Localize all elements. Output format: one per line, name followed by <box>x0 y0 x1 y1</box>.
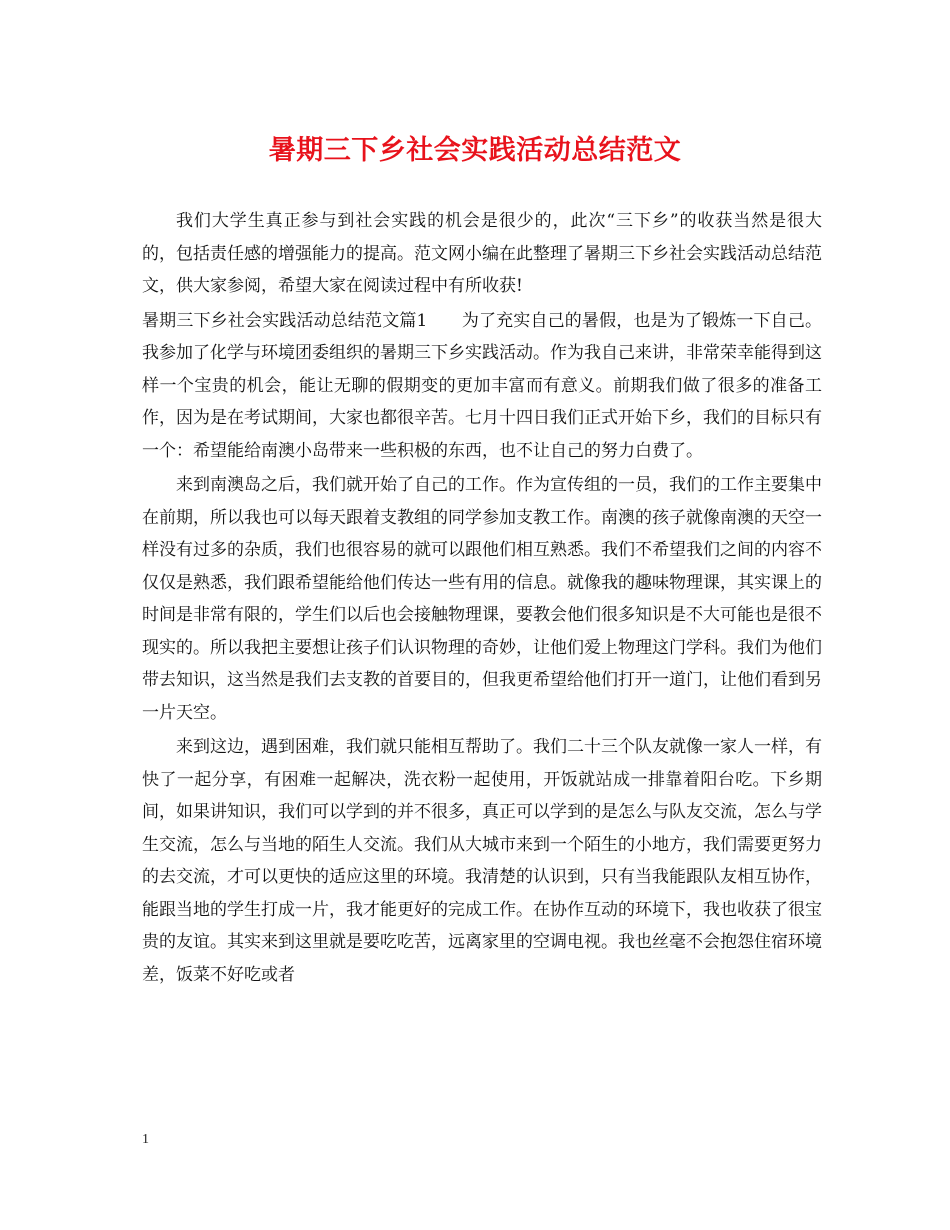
paragraph-nanao: 来到南澳岛之后，我们就开始了自己的工作。作为宣传组的一员，我们的工作主要集中在前期，所以我也可以每天跟着支教组的同学参加支教工作。南澳的孩子就像南澳的天空一样没有过多的杂质，我们也很容易的就可以跟他们相互熟悉。我们不希望我们之间的内容不仅仅是熟悉，我们跟希望能给他们传达一些有用的信息。就像我的趣味物理课，其实课上的时间是非常有限的，学生们以后也会接触物理课，要教会他们很多知识是不大可能也是很不现实的。所以我把主要想让孩子们认识物理的奇妙，让他们爱上物理这门学科。我们为他们带去知识，这当然是我们去支教的首要目的，但我更希望给他们打开一道门，让他们看到另一片天空。 <box>142 475 822 723</box>
paragraph-teamwork: 来到这边，遇到困难，我们就只能相互帮助了。我们二十三个队友就像一家人一样，有快了一起分享，有困难一起解决，洗衣粉一起使用，开饭就站成一排靠着阳台吃。下乡期间，如果讲知识，我们可以学到的并不很多，真正可以学到的是怎么与队友交流，怎么与学生交流，怎么与当地的陌生人交流。我们从大城市来到一个陌生的小地方，我们需要更努力的去交流，才可以更快的适应这里的环境。我清楚的认识到，只有当我能跟队友相互协作，能跟当地的学生打成一片，我才能更好的完成工作。在协作互动的环境下，我也收获了很宝贵的友谊。其实来到这里就是要吃吃苦，远离家里的空调电视。我也丝毫不会抱怨住宿环境差，饭菜不好吃或者 <box>142 737 822 985</box>
document-title: 暑期三下乡社会实践活动总结范文 <box>268 135 682 166</box>
page-number: 1 <box>142 1132 149 1147</box>
paragraph-intro: 我们大学生真正参与到社会实践的机会是很少的，此次“三下乡”的收获当然是很大的，包括责任感的增强能力的提高。范文网小编在此整理了暑期三下乡社会实践活动总结范文，供大家参阅，希望大家在阅读过程中有所收获! <box>142 211 822 296</box>
paragraph-section-1: 暑期三下乡社会实践活动总结范文篇1 为了充实自己的暑假，也是为了锻炼一下自己。我参加了化学与环境团委组织的暑期三下乡实践活动。作为我自己来讲，非常荣幸能得到这样一个宝贵的机会，能让无聊的假期变的更加丰富而有意义。前期我们做了很多的准备工作，因为是在考试期间，大家也都很辛苦。七月十四日我们正式开始下乡，我们的目标只有一个：希望能给南澳小岛带来一些积极的东西，也不让自己的努力白费了。 <box>142 310 822 461</box>
document-body <box>142 205 822 993</box>
